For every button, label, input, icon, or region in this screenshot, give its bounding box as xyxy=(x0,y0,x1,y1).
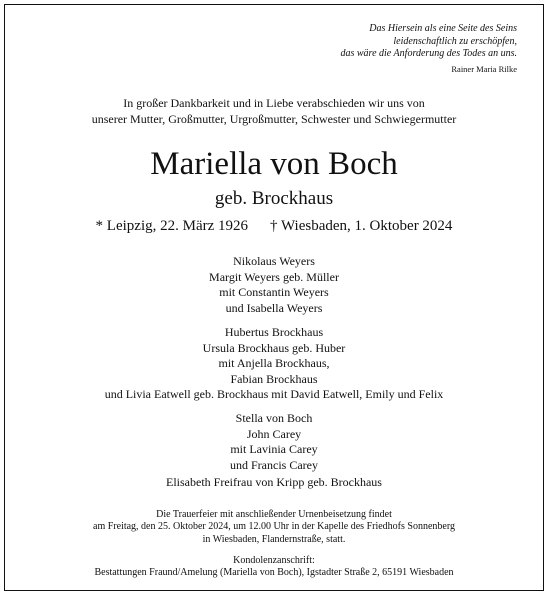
mourner-group-1 xyxy=(5,254,543,316)
mourner-line: Nikolaus Weyers xyxy=(233,254,315,268)
intro-text xyxy=(5,95,543,127)
mourner-line: Fabian Brockhaus xyxy=(230,371,318,386)
birth-date: * Leipzig, 22. März 1926 xyxy=(95,218,249,234)
funeral-service-info xyxy=(5,509,543,546)
mourner-line: mit Lavinia Carey xyxy=(230,442,318,456)
rilke-quote xyxy=(341,23,518,75)
mourner-line: Margit Weyers geb. Müller xyxy=(209,269,339,284)
death-date: † Wiesbaden, 1. Oktober 2024 xyxy=(270,218,453,234)
condolence-address-line: Bestattungen Fraund/Amelung (Mariella von Boch), Igstadter Straße 2, 65191 Wiesbaden xyxy=(94,567,454,579)
maiden-name: geb. Brockhaus xyxy=(214,188,334,209)
service-line: in Wiesbaden, Flandernstraße, statt. xyxy=(202,533,346,545)
mourner-line: mit Anjella Brockhaus, xyxy=(218,356,330,370)
life-dates xyxy=(5,216,543,236)
obituary-frame xyxy=(4,4,544,591)
mourner-group-2 xyxy=(5,325,543,403)
mourner-line: Hubertus Brockhaus xyxy=(224,325,324,339)
mourner-line: und Isabella Weyers xyxy=(225,300,323,315)
deceased-name: Mariella von Boch xyxy=(150,146,398,182)
mourner-group-3 xyxy=(5,411,543,473)
quote-line: Das Hiersein als eine Seite des Seins xyxy=(369,23,517,34)
service-line: Die Trauerfeier mit anschließender Urnenbeisetzung findet xyxy=(156,509,392,520)
intro-line: In großer Dankbarkeit und in Liebe verabschieden wir uns von xyxy=(123,96,425,110)
mourner-line: Ursula Brockhaus geb. Huber xyxy=(202,340,346,355)
intro-line: unserer Mutter, Großmutter, Urgroßmutter, Schwester und Schwiegermutter xyxy=(91,112,457,126)
mourner-line: Elisabeth Freifrau von Kripp geb. Brockhaus xyxy=(166,475,382,489)
mourner-line: und Livia Eatwell geb. Brockhaus mit David Eatwell, Emily und Felix xyxy=(104,387,444,401)
condolence-label: Kondolenzanschrift: xyxy=(233,555,315,566)
mourner-line: John Carey xyxy=(246,426,302,441)
quote-author: Rainer Maria Rilke xyxy=(451,63,517,74)
condolence-address xyxy=(5,555,543,580)
mourner-line: Stella von Boch xyxy=(235,411,313,425)
mourner-line: und Francis Carey xyxy=(230,457,318,472)
quote-line: das wäre die Anforderung des Todes an uns. xyxy=(340,48,517,59)
mourner-line: mit Constantin Weyers xyxy=(219,285,329,299)
service-line: am Freitag, den 25. Oktober 2024, um 12.00 Uhr in der Kapelle des Friedhofs Sonnenberg xyxy=(93,521,455,533)
quote-line: leidenschaftlich zu erschöpfen, xyxy=(393,35,517,47)
mourner-group-4 xyxy=(5,475,543,491)
